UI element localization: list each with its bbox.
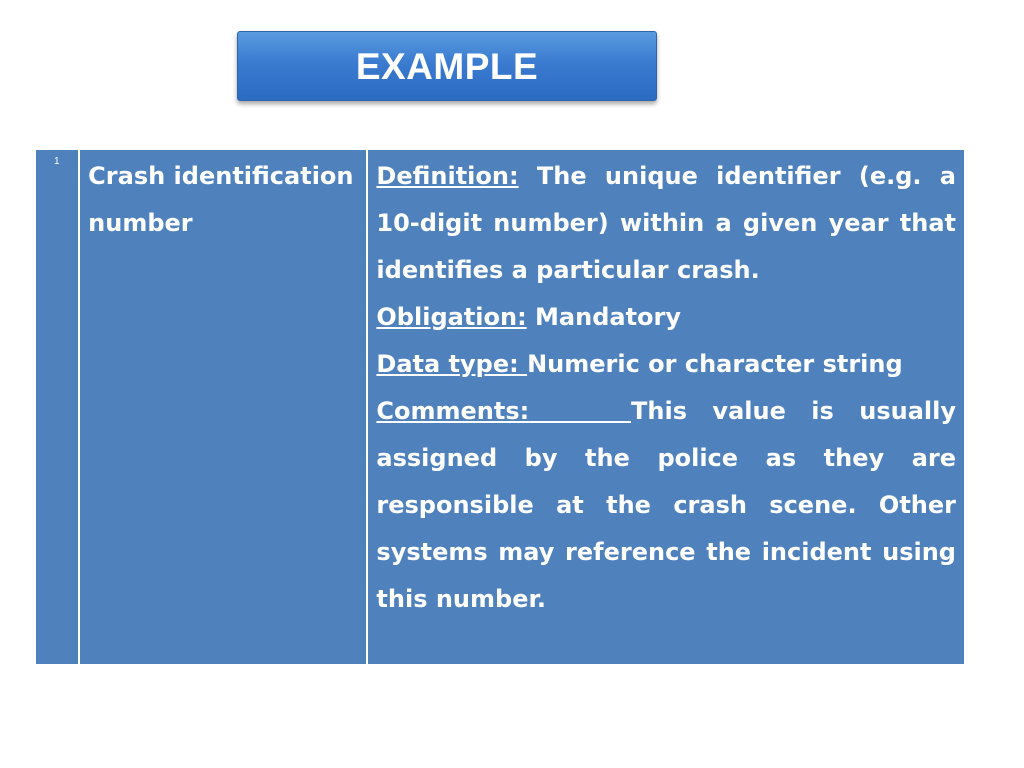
page-title: EXAMPLE	[355, 46, 539, 87]
title-banner	[237, 31, 657, 101]
definition-label: Definition:	[376, 162, 519, 190]
element-description	[367, 150, 964, 664]
row-number: 1	[54, 156, 60, 167]
comments-label: Comments:	[376, 397, 530, 425]
data-element-table	[36, 150, 964, 664]
comments-text: This value is usually assigned by the police as they are responsible at the crash scene. Other systems may reference the incident using this number.	[376, 397, 956, 613]
definition-text: The unique identifier (e.g. a 10-digit number) within a given year that identifies a particular crash.	[376, 162, 957, 284]
obligation-label: Obligation:	[376, 303, 527, 331]
element-name: Crash identification number	[79, 150, 367, 664]
data-type-text: Numeric or character string	[527, 350, 903, 378]
table-row	[36, 150, 964, 664]
comments-paragraph	[376, 388, 956, 623]
data-type-paragraph	[376, 341, 956, 388]
data-type-label: Data type:	[376, 350, 519, 378]
definition-paragraph	[376, 153, 956, 294]
obligation-paragraph	[376, 294, 956, 341]
obligation-text: Mandatory	[535, 303, 682, 331]
